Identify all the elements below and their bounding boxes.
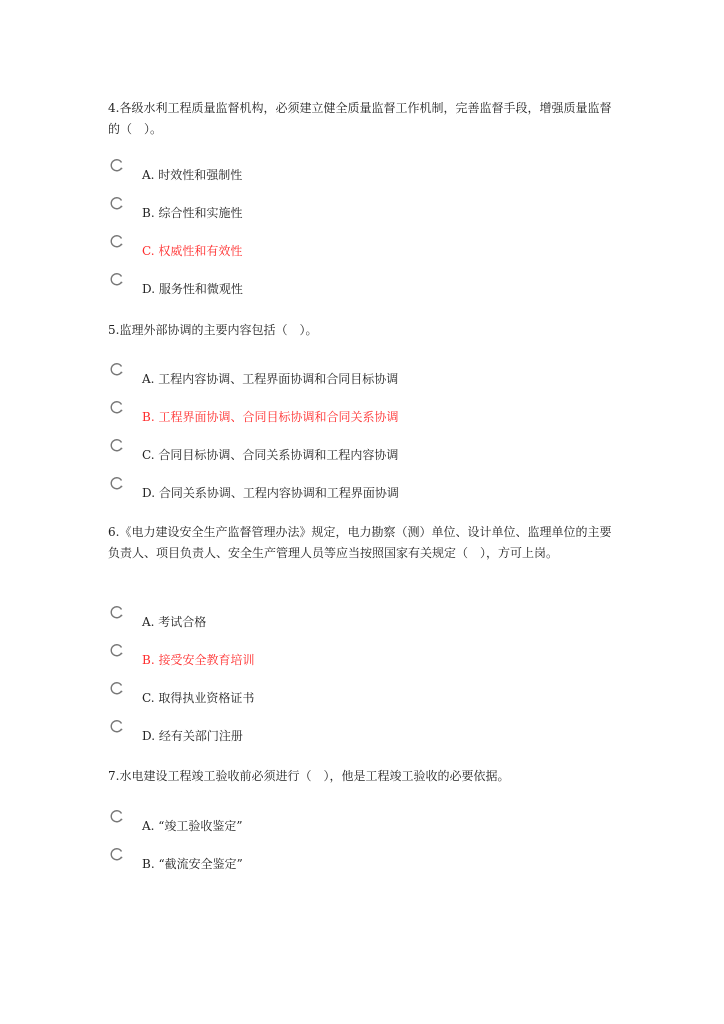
option-label: D. 服务性和微观性 — [142, 282, 243, 296]
radio-button-icon[interactable] — [109, 271, 125, 287]
question-option[interactable] — [108, 361, 608, 399]
option-label-correct: B. 工程界面协调、合同目标协调和合同关系协调 — [142, 410, 399, 424]
radio-button-icon[interactable] — [109, 437, 125, 453]
radio-button-icon[interactable] — [109, 604, 125, 620]
question-option[interactable] — [108, 437, 608, 475]
option-label: C. 取得执业资格证书 — [142, 691, 255, 705]
question-option[interactable] — [108, 475, 608, 513]
radio-button-icon[interactable] — [109, 808, 125, 824]
option-label: B. 综合性和实施性 — [142, 206, 243, 220]
radio-button-icon[interactable] — [109, 846, 125, 862]
radio-button-icon[interactable] — [109, 642, 125, 658]
question-option[interactable] — [108, 604, 608, 642]
question-option[interactable] — [108, 195, 608, 233]
option-label: D. 合同关系协调、工程内容协调和工程界面协调 — [142, 486, 399, 500]
question-option[interactable] — [108, 271, 608, 309]
radio-button-icon[interactable] — [109, 399, 125, 415]
option-label: A. “竣工验收鉴定” — [142, 819, 243, 833]
question-option[interactable] — [108, 233, 608, 271]
question-option[interactable] — [108, 846, 608, 884]
option-label: A. 时效性和强制性 — [142, 168, 243, 182]
option-label-correct: B. 接受安全教育培训 — [142, 653, 255, 667]
radio-button-icon[interactable] — [109, 233, 125, 249]
question-option[interactable] — [108, 808, 608, 846]
option-label: A. 考试合格 — [142, 615, 207, 629]
question-stem: 7.水电建设工程竣工验收前必须进行（ ），他是工程竣工验收的必要依据。 — [108, 769, 510, 783]
question-option[interactable] — [108, 157, 608, 195]
question-option[interactable] — [108, 680, 608, 718]
radio-button-icon[interactable] — [109, 195, 125, 211]
radio-button-icon[interactable] — [109, 680, 125, 696]
option-label: A. 工程内容协调、工程界面协调和合同目标协调 — [142, 372, 399, 386]
option-label: B. “截流安全鉴定” — [142, 857, 243, 871]
question-option[interactable] — [108, 399, 608, 437]
option-label: C. 合同目标协调、合同关系协调和工程内容协调 — [142, 448, 399, 462]
question-stem: 5.监理外部协调的主要内容包括（ ）。 — [108, 323, 318, 337]
option-label: D. 经有关部门注册 — [142, 729, 243, 743]
radio-button-icon[interactable] — [109, 361, 125, 377]
option-label-correct: C. 权威性和有效性 — [142, 244, 243, 258]
question-option[interactable] — [108, 642, 608, 680]
radio-button-icon[interactable] — [109, 718, 125, 734]
radio-button-icon[interactable] — [109, 157, 125, 173]
question-stem: 4.各级水利工程质量监督机构，必须建立健全质量监督工作机制，完善监督手段，增强质量监督的（ ）。 — [108, 101, 612, 136]
question-option[interactable] — [108, 718, 608, 756]
radio-button-icon[interactable] — [109, 475, 125, 491]
question-stem: 6.《电力建设安全生产监督管理办法》规定，电力勘察（测）单位、设计单位、监理单位的主要负责人、项目负责人、安全生产管理人员等应当按照国家有关规定（ ），方可上岗。 — [108, 525, 612, 560]
